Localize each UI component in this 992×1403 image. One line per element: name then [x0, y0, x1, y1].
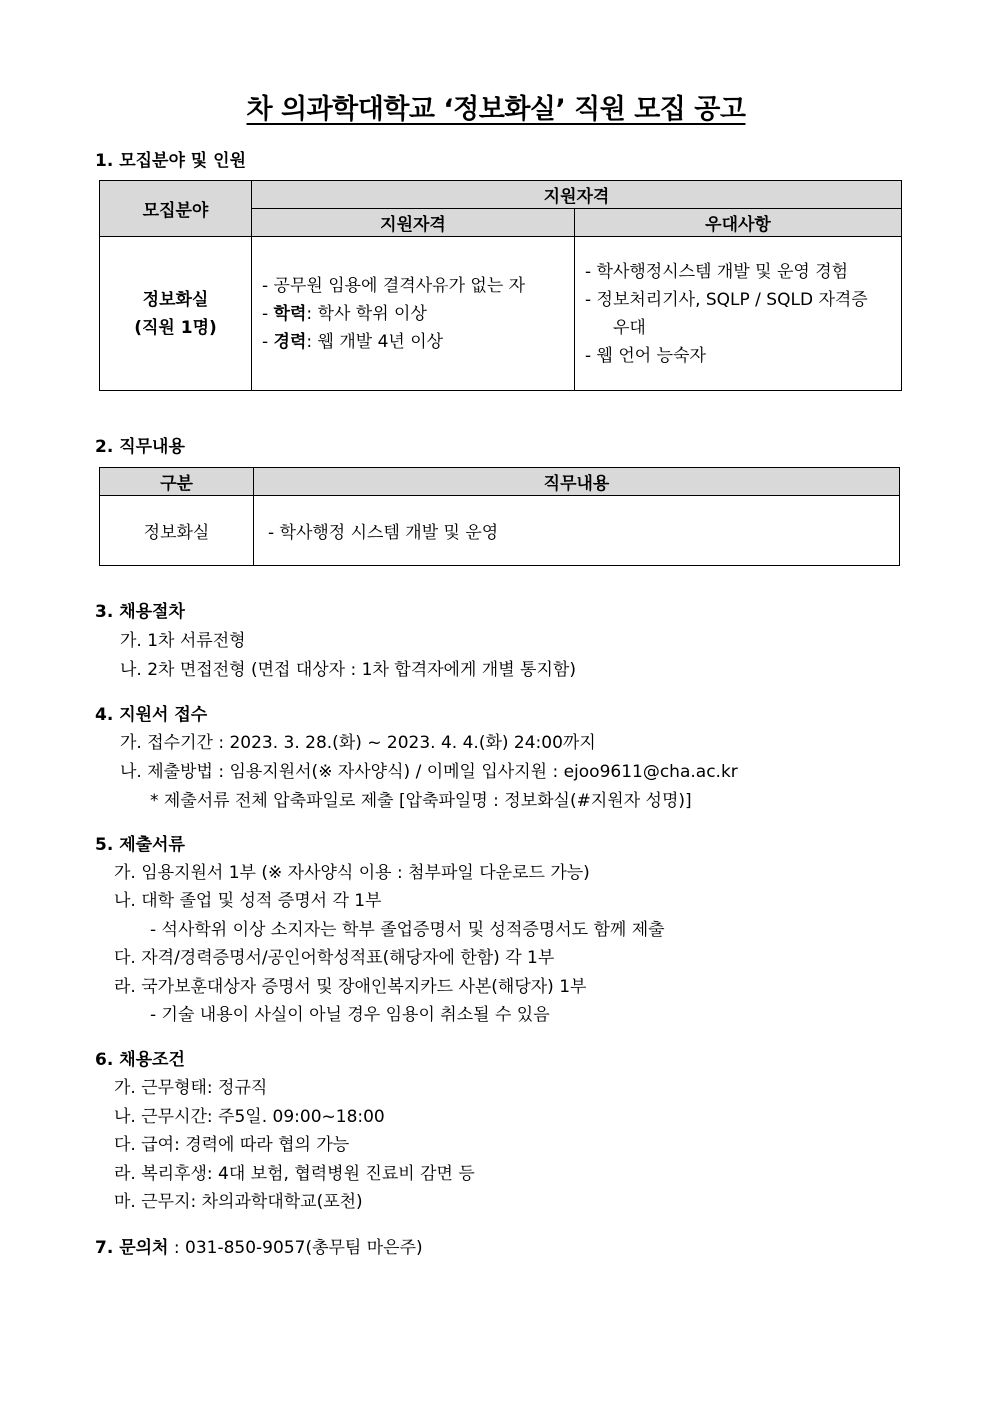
- preference-item: - 정보처리기사, SQLP / SQLD 자격증: [585, 289, 868, 310]
- preference-item: - 웹 언어 능숙자: [585, 345, 706, 366]
- document-item: 나. 대학 졸업 및 성적 증명서 각 1부: [114, 891, 382, 911]
- section-1-heading: 1. 모집분야 및 인원: [95, 151, 246, 171]
- section-2-heading: 2. 직무내용: [95, 437, 185, 457]
- preference-item-continued: 우대: [613, 317, 646, 338]
- section-5-heading: 5. 제출서류: [95, 835, 185, 855]
- contact-line: [95, 1233, 423, 1258]
- document-item: 다. 자격/경력증명서/공인어학성적표(해당자에 한함) 각 1부: [114, 948, 555, 968]
- col-preference-header: 우대사항: [575, 209, 902, 237]
- document-item: 라. 국가보훈대상자 증명서 및 장애인복지카드 사본(해당자) 1부: [114, 977, 587, 997]
- qualification-cell: [252, 237, 575, 391]
- duty-table: [99, 467, 900, 566]
- document-note: - 기술 내용이 사실이 아닐 경우 임용이 취소될 수 있음: [150, 1005, 550, 1025]
- section-6-heading: 6. 채용조건: [95, 1050, 185, 1070]
- document-note: - 석사학위 이상 소지자는 학부 졸업증명서 및 성적증명서도 함께 제출: [150, 920, 665, 940]
- field-count: (직원 1명): [134, 317, 217, 338]
- condition-item: 나. 근무시간: 주5일. 09:00~18:00: [114, 1107, 385, 1127]
- condition-item: 라. 복리후생: 4대 보험, 협력병원 진료비 감면 등: [114, 1164, 475, 1184]
- contact-label: 7. 문의처: [95, 1238, 169, 1258]
- field-name: 정보화실: [142, 289, 209, 310]
- preference-cell: [575, 237, 902, 391]
- duty-cell: - 학사행정 시스템 개발 및 운영: [254, 496, 900, 566]
- condition-item: 가. 근무형태: 정규직: [114, 1078, 268, 1098]
- submission-note: * 제출서류 전체 압축파일로 제출 [압축파일명 : 정보화실(#지원자 성명)]: [150, 791, 692, 811]
- document-item: 가. 임용지원서 1부 (※ 자사양식 이용 : 첨부파일 다운로드 가능): [114, 863, 590, 883]
- field-cell: [100, 237, 252, 391]
- page-title: 차 의과학대학교 ‘정보화실’ 직원 모집 공고: [246, 94, 746, 125]
- col-division-header: 구분: [100, 468, 254, 496]
- qualification-item: - 학력: 학사 학위 이상: [262, 303, 427, 324]
- procedure-item: 가. 1차 서류전형: [120, 631, 246, 651]
- division-cell: 정보화실: [100, 496, 254, 566]
- condition-item: 마. 근무지: 차의과학대학교(포천): [114, 1192, 363, 1212]
- qualification-item: - 경력: 웹 개발 4년 이상: [262, 331, 444, 352]
- preference-item: - 학사행정시스템 개발 및 운영 경험: [585, 261, 849, 282]
- section-4-heading: 4. 지원서 접수: [95, 705, 208, 725]
- col-duty-header: 직무내용: [254, 468, 900, 496]
- condition-item: 다. 급여: 경력에 따라 협의 가능: [114, 1135, 350, 1155]
- qualification-item: - 공무원 임용에 결격사유가 없는 자: [262, 275, 526, 296]
- section-3-heading: 3. 채용절차: [95, 602, 185, 622]
- col-qualification-header: 지원자격: [252, 209, 575, 237]
- application-period: 가. 접수기간 : 2023. 3. 28.(화) ~ 2023. 4. 4.(화) 24:00까지: [120, 733, 596, 753]
- col-field-header: 모집분야: [100, 181, 252, 237]
- recruitment-table: [99, 180, 902, 391]
- submission-method: 나. 제출방법 : 임용지원서(※ 자사양식) / 이메일 입사지원 : ejoo9611@cha.ac.kr: [120, 762, 738, 782]
- procedure-item: 나. 2차 면접전형 (면접 대상자 : 1차 합격자에게 개별 통지함): [120, 660, 576, 680]
- contact-value: : 031-850-9057(총무팀 마은주): [173, 1238, 423, 1258]
- col-qualification-group-header: 지원자격: [252, 181, 902, 209]
